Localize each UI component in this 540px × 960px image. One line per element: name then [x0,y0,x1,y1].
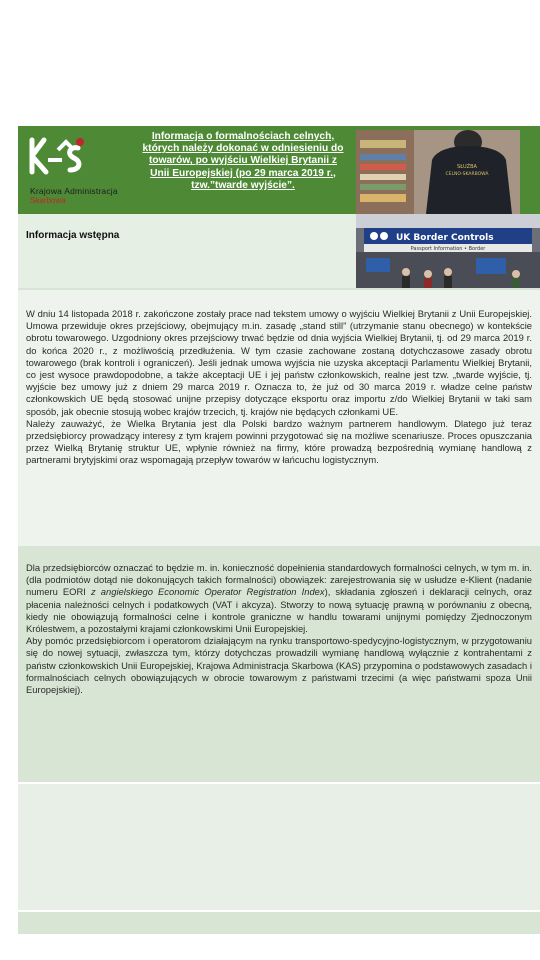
kas-logo-icon [28,136,88,178]
document-page [18,126,540,696]
section1-paragraph-1: W dniu 14 listopada 2018 r. zakończone zostały prace nad tekstem umowy o wyjściu Wielkiej Brytanii z Unii Europejskiej. Umowa przewiduje okres przejściowy, obejmujący m.in. zasadę „stand still” (utrzymanie stanu obecnego) w kontekście obrotu towarowego. Uzgodniony okres przejściowy trwać będzie od dnia wyjścia Wielkiej Brytanii, tj. od 29 marca 2019 r. do końca 2020 r., z możliwością przedłużenia. W tym czasie zachowane zostaną dotychczasowe zasady obrotu towarowego (brak kontroli i ograniczeń). Jeśli jednak umowa wyjścia nie uzyska akceptacji Parlamentu Wielkiej Brytanii, co jest wysoce prawdopodobne, a także akceptacji UE i jej państw członkowskich, realne jest tzw. „twarde wyjście, tj. wyjście bez umowy już z dniem 29 marca 2019 r. Oznacza to, że już od 30 marca 2019 r. władze celne państw członkowskich UE będą stosować unijne przepisy dotyczące eksportu oraz importu z/do Wielkiej Brytanii w taki sam sposób, jak obecnie stosują wobec krajów trzecich, tj. krajów nie będących członkami UE. [26,308,532,417]
header-banner [18,126,540,214]
section-footer-strip [18,912,540,934]
document-title: Informacja o formalnościach celnych, których należy dokonać w odniesieniu do towarów, po wyjściu Wielkiej Brytanii z Unii Europejskiej (po 29 marca 2019 r., tzw.”twarde wyjście”. [142,131,344,191]
eori-expansion: z angielskiego Economic Operator Registration Index [90,586,325,598]
section2-paragraph-2: Aby pomóc przedsiębiorcom i operatorom działającym na rynku transportowo-spedycyjno-logistycznym, w przygotowaniu się do nowej sytuacji, zwłaszcza tym, którzy dotychczas prowadzili wymianę handlową wyłącznie z kontrahentami z państw członkowskich Unii Europejskiej, Krajowa Administracja Skarbowa (KAS) przypomina o podstawowych zasadach i formalnościach celnych obowiązujących w obrocie towarowym z państwami trzecimi (a więc państwami spoza Unii Europejskiej). [26,635,532,696]
border-control-photo [356,214,540,290]
section-introduction [18,288,540,546]
section-obligations [18,546,540,782]
svg-text:CELNO-SKARBOWA: CELNO-SKARBOWA [445,172,489,177]
customs-officer-photo [356,130,520,214]
customs-officer-image [356,130,520,214]
logo-text-line1: Krajowa Administracja [30,186,118,196]
intro-heading: Informacja wstępna [26,230,120,241]
kas-logo [28,136,150,208]
section2-p1-start: Dla przedsiębiorców oznaczać to będzie m. in. konieczność dopełnienia standardowych formalności celnych, w tym m. in. (dla podmiotów dotąd nie dokonujących takich formalności) obowiązek: zarejestrowania się w usłudze e-Klient (nadanie numeru EORI [26,562,532,598]
section-empty-panel [18,784,540,910]
logo-text-line2: Skarbowa [30,196,66,205]
svg-text:Passport Information • Border: Passport Information • Border [410,246,486,252]
border-control-image [356,214,540,290]
section2-text [26,562,532,696]
svg-text:UK Border Controls: UK Border Controls [396,233,494,243]
section1-text [26,308,532,467]
section2-paragraph-1 [26,562,532,635]
section1-paragraph-2: Należy zauważyć, że Wielka Brytania jest dla Polski bardzo ważnym partnerem handlowym. Dlatego już teraz przedsiębiorcy prowadzący interesy z tym krajem powinni przygotować się na możliwe scenariusze. Proces opuszczania przez Wielką Brytanię struktur UE, wpłynie również na firmy, które prowadzą bezpośrednią wymianę handlową z partnerami brytyjskimi oraz wspomagają przepływ towarów w łańcuchu logistycznym. [26,417,532,466]
svg-text:SŁUŻBA: SŁUŻBA [457,164,477,170]
section2-p1-end: ), składania zgłoszeń i deklaracji celnych, oraz płacenia należności celnych i podatkowych (VAT i akcyza). Stworzy to nową sytuację prawną w porównaniu z obecną, kiedy nie obowiązują formalności celne i kontrole graniczne w handlu towarami unijnymi pomiędzy Zjednoczonym Królestwem, a pozostałymi krajami członkowskimi Unii Europejskiej. [26,586,533,635]
